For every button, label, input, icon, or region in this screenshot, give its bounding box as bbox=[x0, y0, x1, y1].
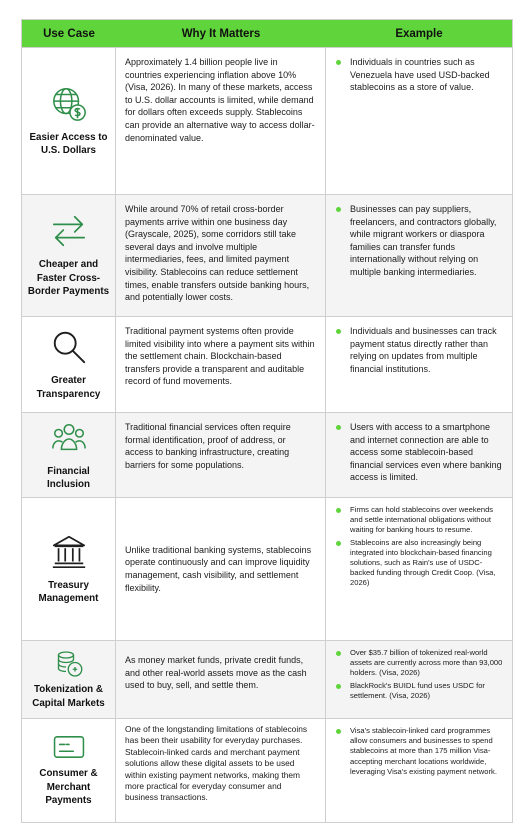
use-case-label: Treasury Management bbox=[38, 579, 99, 604]
bullet-dot bbox=[336, 329, 341, 334]
why-cell: Traditional payment systems often provide limited visibility into where a payment sits within the settlement chain. Blockchain-based transfers provide a transparent and auditable record of fund movements. bbox=[116, 317, 326, 412]
use-case-table bbox=[21, 19, 513, 823]
use-case-cell bbox=[22, 641, 116, 718]
why-cell: Approximately 1.4 billion people live in countries experiencing inflation above 10% (Visa, 2026). In many of these markets, access to U.S. dollar accounts is limited, while demand for dollars often exceeds supply. Stablecoins can provide an alternative way to access dollar-denominated value. bbox=[116, 48, 326, 194]
use-case-cell bbox=[22, 498, 116, 640]
example-text: Individuals and businesses can track payment status directly rather than relying on updates from multiple financial institutions. bbox=[350, 326, 497, 374]
use-case-label: Tokenization & Capital Markets bbox=[32, 684, 105, 709]
bullet-dot bbox=[336, 541, 341, 546]
bullet-dot bbox=[336, 684, 341, 689]
list-item bbox=[336, 56, 506, 94]
bullet-dot bbox=[336, 651, 341, 656]
list-item bbox=[336, 421, 506, 484]
bullet-dot bbox=[336, 729, 341, 734]
bullet-dot bbox=[336, 207, 341, 212]
why-cell: As money market funds, private credit funds, and other real-world assets move as the cash used to buy, sell, and settle them. bbox=[116, 641, 326, 718]
people-group-icon bbox=[50, 419, 88, 457]
table-row bbox=[22, 640, 512, 718]
example-cell bbox=[326, 195, 512, 316]
use-case-label: Cheaper and Faster Cross-Border Payments bbox=[27, 259, 110, 298]
example-cell bbox=[326, 498, 512, 640]
header-why-it-matters: Why It Matters bbox=[181, 27, 261, 40]
use-case-label: Consumer & Merchant Payments bbox=[39, 768, 98, 807]
bullet-dot bbox=[336, 425, 341, 430]
use-case-label: Financial Inclusion bbox=[46, 465, 90, 490]
example-text: Businesses can pay suppliers, freelancers, and contractors globally, while migrant workers or diaspora families can transfer funds internationally without relying on multiple banking intermediaries. bbox=[350, 204, 497, 277]
example-text: Users with access to a smartphone and internet connection are able to access some stablecoin-based financial services even where banking access is limited. bbox=[350, 422, 502, 483]
globe-dollar-icon bbox=[50, 85, 88, 123]
example-text: Firms can hold stablecoins over weekends and settle international obligations without waiting for banking hours to resume. bbox=[350, 505, 494, 535]
why-cell: While around 70% of retail cross-border payments arrive within one business day (Grayscale, 2025), some corridors still take several days and involve multiple intermediaries, fees, and limited payment visibility. Stablecoins can reduce settlement times, enable transfers outside banking hours, and potentially lower costs. bbox=[116, 195, 326, 316]
use-case-cell bbox=[22, 719, 116, 822]
use-case-cell bbox=[22, 48, 116, 194]
table-row bbox=[22, 316, 512, 412]
list-item bbox=[336, 726, 506, 777]
why-cell bbox=[116, 498, 326, 640]
list-item bbox=[336, 505, 506, 536]
list-item bbox=[336, 203, 506, 279]
bank-building-icon bbox=[50, 533, 88, 571]
header-use-case: Use Case bbox=[43, 27, 95, 40]
example-cell bbox=[326, 719, 512, 822]
example-cell bbox=[326, 641, 512, 718]
use-case-cell bbox=[22, 195, 116, 316]
example-cell bbox=[326, 317, 512, 412]
example-text: Visa's stablecoin-linked card programmes allow consumers and businesses to spend stablecoins at more than 175 million Visa-accepting merchant locations worldwide, leveraging Visa's existing payment network. bbox=[350, 726, 497, 776]
magnifier-icon bbox=[50, 328, 88, 366]
use-case-label: Easier Access to U.S. Dollars bbox=[29, 131, 108, 156]
why-cell: One of the longstanding limitations of stablecoins has been their usability for everyday purchases. Stablecoin-linked cards and merchant payment solutions allow these digital assets to be used within existing payment networks, making them more practical for everyday consumer and business transactions. bbox=[116, 719, 326, 822]
example-cell bbox=[326, 48, 512, 194]
table-header bbox=[22, 20, 512, 47]
list-item bbox=[336, 648, 506, 679]
credit-card-icon bbox=[52, 733, 86, 761]
table-row bbox=[22, 718, 512, 822]
use-case-label: Greater Transparency bbox=[36, 375, 101, 400]
example-cell bbox=[326, 413, 512, 497]
use-case-cell bbox=[22, 317, 116, 412]
table-row bbox=[22, 194, 512, 316]
transfer-arrows-icon bbox=[50, 212, 88, 250]
use-case-cell bbox=[22, 413, 116, 497]
example-text: Individuals in countries such as Venezuela have used USD-backed stablecoins as a store of value. bbox=[350, 57, 490, 93]
coin-stack-icon bbox=[54, 649, 84, 679]
list-item bbox=[336, 538, 506, 589]
header-example: Example bbox=[395, 27, 443, 40]
why-cell: Traditional financial services often require formal identification, proof of address, or access to banking infrastructure, creating barriers for some populations. bbox=[116, 413, 326, 497]
table-row bbox=[22, 497, 512, 640]
list-item bbox=[336, 325, 506, 375]
table-row bbox=[22, 47, 512, 194]
table-row bbox=[22, 412, 512, 497]
bullet-dot bbox=[336, 508, 341, 513]
why-text: Unlike traditional banking systems, stablecoins operate continuously and can improve liquidity management, cash visibility, and settlement flexibility. bbox=[125, 544, 312, 593]
example-text: Over $35.7 billion of tokenized real-world assets are currently across more than 93,000 holders. (Visa, 2026) bbox=[350, 648, 503, 678]
bullet-dot bbox=[336, 60, 341, 65]
list-item bbox=[336, 681, 506, 701]
example-text: BlackRock's BUIDL fund uses USDC for settlement. (Visa, 2026) bbox=[350, 680, 485, 700]
example-text: Stablecoins are also increasingly being integrated into blockchain-based financing solutions, such as Rain's use of USDC-backed funding through Credit Coop. (Visa, 2026) bbox=[350, 537, 496, 588]
